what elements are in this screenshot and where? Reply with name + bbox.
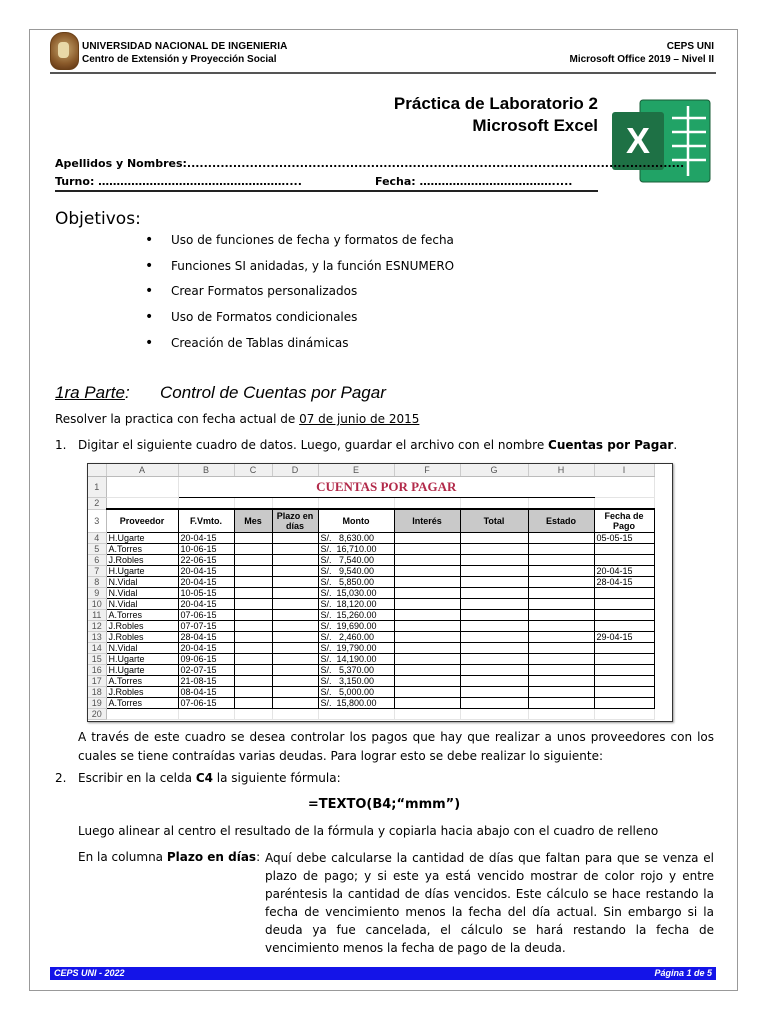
cell-mes xyxy=(234,621,272,632)
cell-interes xyxy=(394,610,460,621)
cell xyxy=(178,498,234,510)
row-number: 16 xyxy=(88,665,106,676)
cell-fecha-pago xyxy=(594,643,654,654)
row-number: 18 xyxy=(88,687,106,698)
excel-logo-icon xyxy=(610,96,714,186)
row-number: 3 xyxy=(88,509,106,533)
header-cell-interes: Interés xyxy=(394,509,460,533)
cell-total xyxy=(460,577,528,588)
cell-total xyxy=(460,665,528,676)
cell-interes xyxy=(394,698,460,709)
cell-mes xyxy=(234,687,272,698)
cell-proveedor: A.Torres xyxy=(106,544,178,555)
list-item: • Funciones SI anidadas, y la función ESNUMERO xyxy=(144,259,454,285)
cell-total xyxy=(460,643,528,654)
objectives-heading xyxy=(55,209,141,229)
cell-mes xyxy=(234,698,272,709)
cell-plazo xyxy=(272,544,318,555)
doc-title-line1: Práctica de Laboratorio 2 xyxy=(393,94,598,113)
cell-fvmto: 07-06-15 xyxy=(178,698,234,709)
intro-date: 07 de junio de 2015 xyxy=(299,412,420,426)
cell-monto: S/. 9,540.00 xyxy=(318,566,394,577)
cell-proveedor: H.Ugarte xyxy=(106,654,178,665)
cell xyxy=(178,709,234,720)
cell-monto: S/. 3,150.00 xyxy=(318,676,394,687)
step2-suffix: la siguiente fórmula: xyxy=(212,771,341,785)
table-row xyxy=(88,665,654,676)
list-item: • Crear Formatos personalizados xyxy=(144,284,454,310)
cell-proveedor: N.Vidal xyxy=(106,643,178,654)
cell xyxy=(594,498,654,510)
cell-monto: S/. 14,190.00 xyxy=(318,654,394,665)
cell-fvmto: 20-04-15 xyxy=(178,577,234,588)
cell-fvmto: 20-04-15 xyxy=(178,566,234,577)
cell-interes xyxy=(394,632,460,643)
cell-estado xyxy=(528,533,594,544)
cell-monto: S/. 15,800.00 xyxy=(318,698,394,709)
table-row xyxy=(88,544,654,555)
table-row xyxy=(88,577,654,588)
cell-fecha-pago: 20-04-15 xyxy=(594,566,654,577)
cell-interes xyxy=(394,599,460,610)
cell-estado xyxy=(528,643,594,654)
course-name: Microsoft Office 2019 – Nivel II xyxy=(569,54,714,65)
row-number: 4 xyxy=(88,533,106,544)
cell-monto: S/. 7,540.00 xyxy=(318,555,394,566)
list-item: • Uso de funciones de fecha y formatos de fecha xyxy=(144,233,454,259)
column-label-prefix: En la columna xyxy=(78,850,167,864)
column-header-row xyxy=(88,464,654,477)
cell-total xyxy=(460,698,528,709)
section-heading xyxy=(55,383,386,403)
cell-monto: S/. 2,460.00 xyxy=(318,632,394,643)
description-paragraph: A través de este cuadro se desea controlar los pagos que hay que realizar a unos proveedores con los cuales se tiene contraídas varias deudas. Para lograr esto se debe realizar lo siguiente: xyxy=(78,730,714,763)
doc-title-line2: Microsoft Excel xyxy=(472,116,598,135)
cell-monto: S/. 8,630.00 xyxy=(318,533,394,544)
row-number: 1 xyxy=(88,477,106,498)
excel-logo-letter: X xyxy=(625,120,651,161)
cell-monto: S/. 5,370.00 xyxy=(318,665,394,676)
cell-plazo xyxy=(272,566,318,577)
university-seal-icon xyxy=(50,32,79,70)
column-header: C xyxy=(234,464,272,477)
cell-plazo xyxy=(272,643,318,654)
row-number: 6 xyxy=(88,555,106,566)
cell-fvmto: 20-04-15 xyxy=(178,599,234,610)
step2-text xyxy=(78,771,341,785)
step1-prefix: Digitar el siguiente cuadro de datos. Luego, guardar el archivo con el nombre xyxy=(78,438,549,452)
column-label xyxy=(78,850,260,864)
cell xyxy=(528,498,594,510)
partial-row xyxy=(88,709,654,720)
header-cell-proveedor: Proveedor xyxy=(106,509,178,533)
sheet-title: CUENTAS POR PAGAR xyxy=(178,477,594,498)
corner-cell xyxy=(88,464,106,477)
cell xyxy=(460,709,528,720)
cell-plazo xyxy=(272,698,318,709)
cell-estado xyxy=(528,621,594,632)
cell-fvmto: 09-06-15 xyxy=(178,654,234,665)
cell-interes xyxy=(394,676,460,687)
cell-fvmto: 07-06-15 xyxy=(178,610,234,621)
header-cell-plazo: Plazo en días xyxy=(272,509,318,533)
cell-proveedor: J.Robles xyxy=(106,555,178,566)
row-number: 7 xyxy=(88,566,106,577)
table-row xyxy=(88,588,654,599)
cell-total xyxy=(460,566,528,577)
step2-prefix: Escribir en la celda xyxy=(78,771,196,785)
cell-total xyxy=(460,588,528,599)
objectives-colon: : xyxy=(135,209,141,229)
divider xyxy=(55,190,598,192)
objectives-list xyxy=(144,233,454,361)
cell-estado xyxy=(528,632,594,643)
center-name: Centro de Extensión y Proyección Social xyxy=(82,54,277,65)
cell-estado xyxy=(528,588,594,599)
row-number: 19 xyxy=(88,698,106,709)
cell-estado xyxy=(528,577,594,588)
cell-fecha-pago xyxy=(594,610,654,621)
cell-estado xyxy=(528,544,594,555)
cell-interes xyxy=(394,654,460,665)
cell-monto: S/. 18,120.00 xyxy=(318,599,394,610)
table-row xyxy=(88,566,654,577)
cell-fecha-pago xyxy=(594,687,654,698)
row-number: 2 xyxy=(88,498,106,510)
column-label-name: Plazo en días xyxy=(166,850,257,864)
step2-number: 2. xyxy=(55,771,67,785)
cell-proveedor: N.Vidal xyxy=(106,599,178,610)
cell-mes xyxy=(234,577,272,588)
cell-fecha-pago: 28-04-15 xyxy=(594,577,654,588)
cell-total xyxy=(460,555,528,566)
cell-estado xyxy=(528,665,594,676)
cell-fvmto: 08-04-15 xyxy=(178,687,234,698)
cell-plazo xyxy=(272,599,318,610)
cell-total xyxy=(460,544,528,555)
header-cell-estado: Estado xyxy=(528,509,594,533)
cell-proveedor: J.Robles xyxy=(106,621,178,632)
section-colon: : xyxy=(124,383,130,402)
column-header: G xyxy=(460,464,528,477)
cell-monto: S/. 15,030.00 xyxy=(318,588,394,599)
cell xyxy=(318,498,394,510)
footer-left: CEPS UNI - 2022 xyxy=(54,968,125,978)
section-title: Control de Cuentas por Pagar xyxy=(160,383,386,402)
cell-mes xyxy=(234,566,272,577)
cell-fvmto: 22-06-15 xyxy=(178,555,234,566)
title-row xyxy=(88,477,654,498)
cell-total xyxy=(460,654,528,665)
cell-plazo xyxy=(272,654,318,665)
table-row xyxy=(88,621,654,632)
cell-mes xyxy=(234,544,272,555)
cell-estado xyxy=(528,555,594,566)
cell-interes xyxy=(394,544,460,555)
column-header: E xyxy=(318,464,394,477)
table-header-row xyxy=(88,509,654,533)
cell-interes xyxy=(394,621,460,632)
cell-proveedor: N.Vidal xyxy=(106,577,178,588)
spreadsheet-table xyxy=(88,464,655,720)
cell-monto: S/. 19,690.00 xyxy=(318,621,394,632)
cell-mes xyxy=(234,555,272,566)
table-row xyxy=(88,610,654,621)
step1-filename: Cuentas por Pagar xyxy=(548,438,674,452)
cell-proveedor: J.Robles xyxy=(106,687,178,698)
cell-mes xyxy=(234,599,272,610)
row-number: 5 xyxy=(88,544,106,555)
cell-fecha-pago xyxy=(594,555,654,566)
cell-interes xyxy=(394,577,460,588)
cell-fecha-pago xyxy=(594,698,654,709)
cell-interes xyxy=(394,533,460,544)
cell-proveedor: H.Ugarte xyxy=(106,533,178,544)
cell-estado xyxy=(528,566,594,577)
after-formula-text: Luego alinear al centro el resultado de la fórmula y copiarla hacia abajo con el cuadro de relleno xyxy=(78,824,659,838)
cell xyxy=(234,709,272,720)
cell-proveedor: H.Ugarte xyxy=(106,566,178,577)
cell xyxy=(528,709,594,720)
cell-mes xyxy=(234,654,272,665)
cell xyxy=(594,709,654,720)
column-description: Aquí debe calcularse la cantidad de días que faltan para que se venza el plazo de pago; y si este ya está vencido mostrar de color rojo y entre paréntesis la cantidad de días vencidos. Este cálculo se hace restando la fecha de vencimiento menos la fecha del día actual. Sin embargo si la deuda ya fue cancelada, el cálculo se hará restando la fecha de vencimiento menos la fecha de pago de la deuda. xyxy=(265,851,714,955)
cell-proveedor: A.Torres xyxy=(106,610,178,621)
list-item: • Creación de Tablas dinámicas xyxy=(144,336,454,362)
cell-total xyxy=(460,621,528,632)
cell-mes xyxy=(234,676,272,687)
cell-total xyxy=(460,599,528,610)
row-number: 15 xyxy=(88,654,106,665)
cell-mes xyxy=(234,632,272,643)
cell-mes xyxy=(234,643,272,654)
cell-proveedor: J.Robles xyxy=(106,632,178,643)
spreadsheet-image xyxy=(87,463,673,722)
cell-fecha-pago xyxy=(594,621,654,632)
step1-text xyxy=(78,438,677,452)
cell-plazo xyxy=(272,533,318,544)
cell-interes xyxy=(394,687,460,698)
cell-monto: S/. 16,710.00 xyxy=(318,544,394,555)
cell-estado xyxy=(528,687,594,698)
table-row xyxy=(88,555,654,566)
intro-paragraph xyxy=(55,412,419,426)
cell-total xyxy=(460,687,528,698)
intro-text: Resolver la practica con fecha actual de xyxy=(55,412,300,426)
cell-proveedor: A.Torres xyxy=(106,676,178,687)
cell-plazo xyxy=(272,577,318,588)
cell-estado xyxy=(528,654,594,665)
cell-plazo xyxy=(272,621,318,632)
cell xyxy=(460,498,528,510)
cell-plazo xyxy=(272,665,318,676)
cell xyxy=(394,709,460,720)
header-cell-monto: Monto xyxy=(318,509,394,533)
cell-fecha-pago xyxy=(594,665,654,676)
cell xyxy=(318,709,394,720)
page-header xyxy=(50,32,716,74)
cell-interes xyxy=(394,555,460,566)
table-row xyxy=(88,643,654,654)
cell-fvmto: 07-07-15 xyxy=(178,621,234,632)
table-row xyxy=(88,533,654,544)
cell-monto: S/. 15,260.00 xyxy=(318,610,394,621)
table-row xyxy=(88,654,654,665)
cell xyxy=(234,498,272,510)
cell-mes xyxy=(234,665,272,676)
cell-mes xyxy=(234,588,272,599)
cell xyxy=(106,709,178,720)
date-field: Fecha: ………………………………..... xyxy=(375,175,573,188)
cell-mes xyxy=(234,610,272,621)
cell-fecha-pago xyxy=(594,676,654,687)
cell-proveedor: N.Vidal xyxy=(106,588,178,599)
cell-fvmto: 28-04-15 xyxy=(178,632,234,643)
cell-plazo xyxy=(272,676,318,687)
cell-plazo xyxy=(272,632,318,643)
cell-total xyxy=(460,632,528,643)
cell-monto: S/. 5,850.00 xyxy=(318,577,394,588)
header-cell-mes: Mes xyxy=(234,509,272,533)
row-number: 14 xyxy=(88,643,106,654)
cell-fvmto: 20-04-15 xyxy=(178,643,234,654)
step1-number: 1. xyxy=(55,438,67,452)
column-header: D xyxy=(272,464,318,477)
names-field: Apellidos y Nombres:....................................................................................................................... xyxy=(55,157,685,170)
cell xyxy=(272,498,318,510)
cell xyxy=(394,498,460,510)
row-number: 20 xyxy=(88,709,106,720)
page-number: Página 1 de 5 xyxy=(654,968,712,978)
cell xyxy=(594,477,654,498)
formula: =TEXTO(B4;“mmm”) xyxy=(307,797,461,812)
cell xyxy=(272,709,318,720)
column-header: F xyxy=(394,464,460,477)
cell-estado xyxy=(528,610,594,621)
list-item: • Uso de Formatos condicionales xyxy=(144,310,454,336)
cell-plazo xyxy=(272,687,318,698)
cell-fecha-pago xyxy=(594,599,654,610)
cell-plazo xyxy=(272,555,318,566)
column-label-suffix: : xyxy=(256,850,261,864)
cell-plazo xyxy=(272,588,318,599)
cell-total xyxy=(460,676,528,687)
header-cell-fvmto: F.Vmto. xyxy=(178,509,234,533)
objectives-heading-text: Objetivos xyxy=(55,209,136,229)
step2-cell: C4 xyxy=(195,771,213,785)
header-cell-fecha-pago: Fecha de Pago xyxy=(594,509,654,533)
cell-total xyxy=(460,533,528,544)
row-number: 17 xyxy=(88,676,106,687)
cell-fecha-pago xyxy=(594,654,654,665)
row-number: 11 xyxy=(88,610,106,621)
column-header: B xyxy=(178,464,234,477)
cell-plazo xyxy=(272,610,318,621)
cell-fecha-pago xyxy=(594,544,654,555)
row-number: 13 xyxy=(88,632,106,643)
row-number: 9 xyxy=(88,588,106,599)
column-header: H xyxy=(528,464,594,477)
cell-total xyxy=(460,610,528,621)
cell-interes xyxy=(394,588,460,599)
cell-interes xyxy=(394,566,460,577)
org-name: CEPS UNI xyxy=(666,41,714,52)
row-number: 8 xyxy=(88,577,106,588)
step1-suffix: . xyxy=(673,438,678,452)
cell-monto: S/. 19,790.00 xyxy=(318,643,394,654)
cell-estado xyxy=(528,698,594,709)
cell-fvmto: 20-04-15 xyxy=(178,533,234,544)
row-number: 10 xyxy=(88,599,106,610)
cell-fecha-pago xyxy=(594,588,654,599)
cell-monto: S/. 5,000.00 xyxy=(318,687,394,698)
cell-fecha-pago: 29-04-15 xyxy=(594,632,654,643)
table-row xyxy=(88,687,654,698)
cell-estado xyxy=(528,676,594,687)
page-footer xyxy=(50,967,716,980)
cell-proveedor: H.Ugarte xyxy=(106,665,178,676)
cell-mes xyxy=(234,533,272,544)
cell-fvmto: 10-06-15 xyxy=(178,544,234,555)
cell-estado xyxy=(528,599,594,610)
row-number: 12 xyxy=(88,621,106,632)
cell-interes xyxy=(394,665,460,676)
cell-fvmto: 10-05-15 xyxy=(178,588,234,599)
cell-proveedor: A.Torres xyxy=(106,698,178,709)
spreadsheet-body xyxy=(88,533,654,709)
column-header: I xyxy=(594,464,654,477)
header-cell-total: Total xyxy=(460,509,528,533)
cell-fvmto: 21-08-15 xyxy=(178,676,234,687)
table-row xyxy=(88,676,654,687)
column-header: A xyxy=(106,464,178,477)
cell-fecha-pago: 05-05-15 xyxy=(594,533,654,544)
cell-fvmto: 02-07-15 xyxy=(178,665,234,676)
table-row xyxy=(88,698,654,709)
cell-interes xyxy=(394,643,460,654)
cell xyxy=(106,477,178,498)
table-row xyxy=(88,632,654,643)
blank-row xyxy=(88,498,654,510)
cell xyxy=(106,498,178,510)
university-name: UNIVERSIDAD NACIONAL DE INGENIERIA xyxy=(82,41,288,52)
section-label: 1ra Parte xyxy=(55,383,125,402)
table-row xyxy=(88,599,654,610)
shift-field: Turno: …………………………………………….... xyxy=(55,175,302,188)
